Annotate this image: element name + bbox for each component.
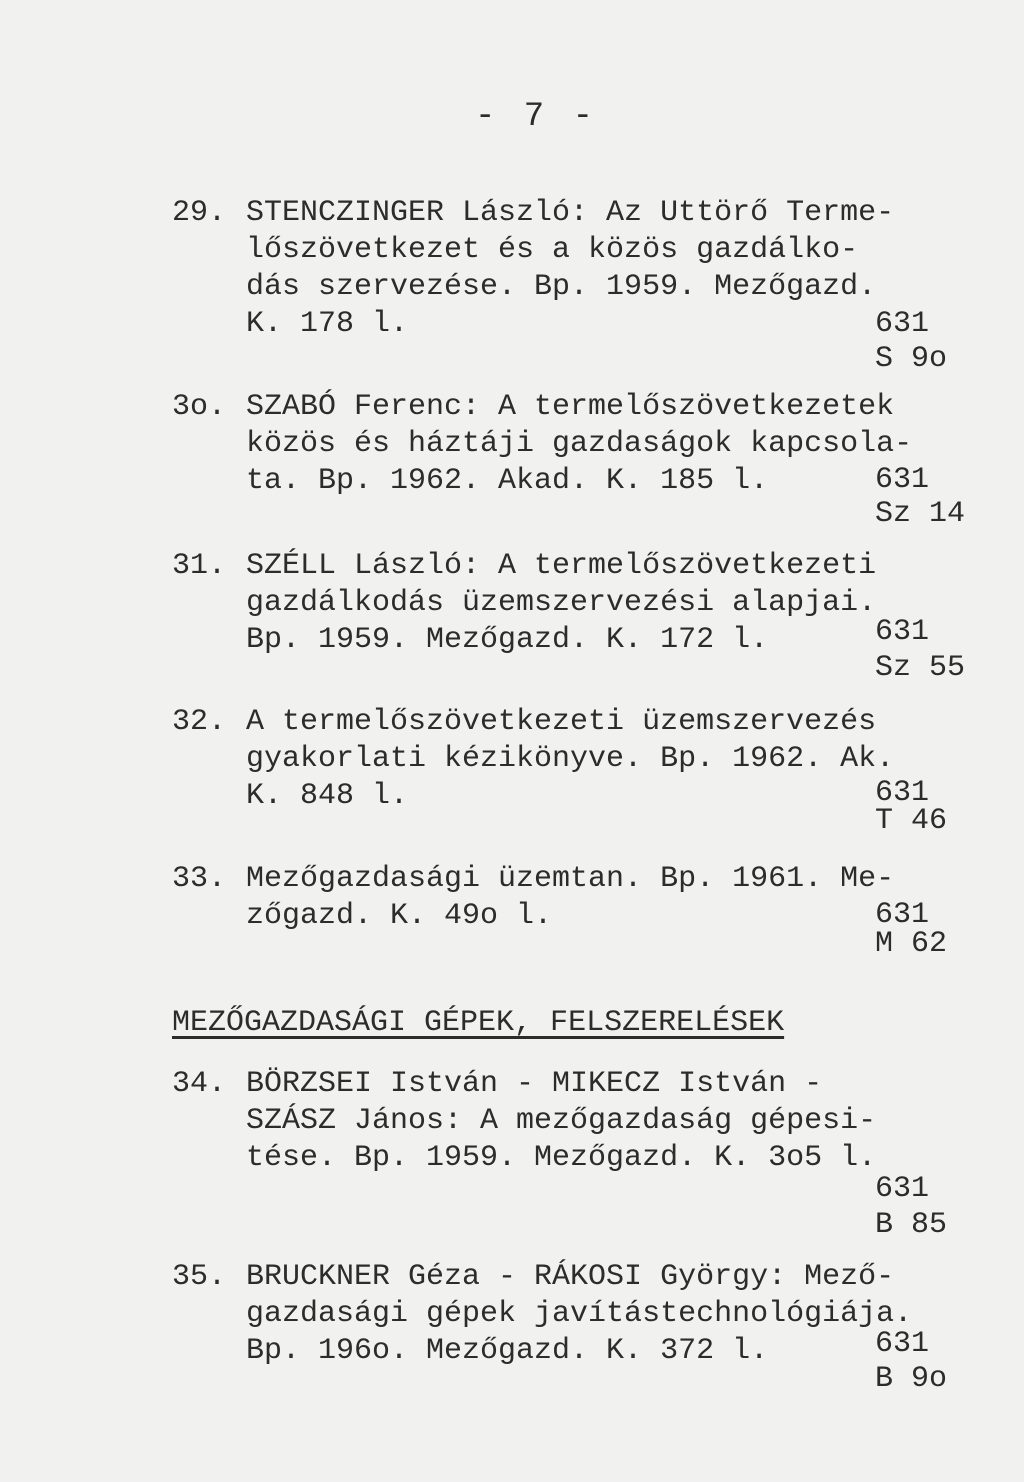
bibliography-entry-33 — [172, 861, 894, 935]
bibliography-entry-29 — [172, 195, 894, 343]
call-number: T 46 — [875, 804, 948, 838]
call-number: 631 — [875, 776, 930, 810]
entry-text-line: gazdálkodás üzemszervezési alapjai. — [246, 586, 877, 620]
bibliography-entry-34 — [172, 1066, 876, 1177]
entry-number: 31. — [172, 549, 227, 583]
entry-text-line: SZABÓ Ferenc: A termelőszövetkezetek — [246, 390, 895, 424]
call-number: 631 — [875, 307, 930, 341]
entry-text-line: közös és háztáji gazdaságok kapcsola- — [246, 427, 913, 461]
call-number: Sz 14 — [875, 497, 966, 531]
entry-text-line: K. 848 l. — [246, 779, 409, 813]
call-number: B 85 — [875, 1208, 948, 1242]
bibliography-entry-30 — [172, 389, 912, 500]
call-number: 631 — [875, 615, 930, 649]
entry-text-line: dás szervezése. Bp. 1959. Mezőgazd. — [246, 270, 877, 304]
entry-text-line: K. 178 l. — [246, 307, 409, 341]
call-number: 631 — [875, 463, 930, 497]
entry-text-line: Bp. 196o. Mezőgazd. K. 372 l. — [246, 1334, 769, 1368]
entry-text-line: BÖRZSEI István - MIKECZ István - — [246, 1067, 823, 1101]
entry-text-line: tése. Bp. 1959. Mezőgazd. K. 3o5 l. — [246, 1141, 877, 1175]
entry-number: 3o. — [172, 390, 227, 424]
bibliography-entry-35 — [172, 1259, 912, 1370]
entry-number: 34. — [172, 1067, 227, 1101]
entry-text-line: SZÁSZ János: A mezőgazdaság gépesi- — [246, 1104, 877, 1138]
entry-text-line: lőszövetkezet és a közös gazdálko- — [246, 233, 859, 267]
entry-text-line: SZÉLL László: A termelőszövetkezeti — [246, 549, 877, 583]
entry-text-line: STENCZINGER László: Az Uttörő Terme- — [246, 196, 895, 230]
call-number: 631 — [875, 1172, 930, 1206]
entry-number: 32. — [172, 705, 227, 739]
entry-number: 29. — [172, 196, 227, 230]
entry-text-line: BRUCKNER Géza - RÁKOSI György: Mező- — [246, 1260, 895, 1294]
entry-text-line: A termelőszövetkezeti üzemszervezés — [246, 705, 877, 739]
entry-text-line: gyakorlati kézikönyve. Bp. 1962. Ak. — [246, 742, 895, 776]
entry-text-line: zőgazd. K. 49o l. — [246, 899, 553, 933]
call-number: M 62 — [875, 927, 948, 961]
page-number: - 7 - — [474, 98, 598, 136]
bibliography-entry-32 — [172, 704, 894, 815]
entry-text-line: Bp. 1959. Mezőgazd. K. 172 l. — [246, 623, 769, 657]
entry-number: 35. — [172, 1260, 227, 1294]
entry-text-line: ta. Bp. 1962. Akad. K. 185 l. — [246, 464, 769, 498]
entry-number: 33. — [172, 862, 227, 896]
entry-text-line: Mezőgazdasági üzemtan. Bp. 1961. Me- — [246, 862, 895, 896]
call-number: 631 — [875, 898, 930, 932]
call-number: Sz 55 — [875, 651, 966, 685]
call-number: B 9o — [875, 1362, 948, 1396]
entry-text-line: gazdasági gépek javítástechnológiája. — [246, 1297, 913, 1331]
call-number: 631 — [875, 1327, 930, 1361]
bibliography-entry-31 — [172, 548, 876, 659]
section-heading: MEZŐGAZDASÁGI GÉPEK, FELSZERELÉSEK — [172, 1006, 785, 1040]
call-number: S 9o — [875, 342, 948, 376]
